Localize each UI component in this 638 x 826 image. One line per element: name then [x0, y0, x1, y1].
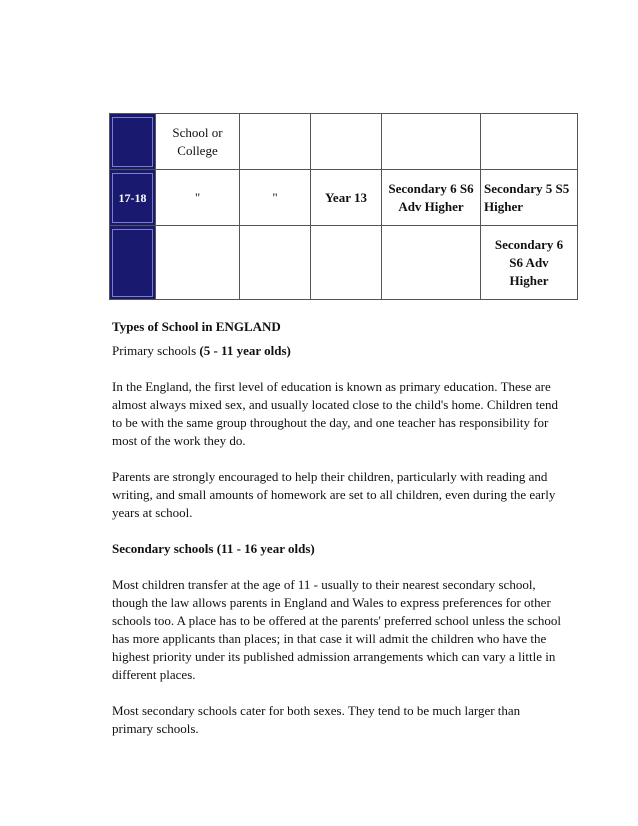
- table-cell: ": [156, 170, 240, 226]
- age-cell: 17-18: [110, 170, 156, 226]
- section-heading: Types of School in ENGLAND: [112, 319, 281, 334]
- age-cell: [110, 226, 156, 300]
- education-stages-table: [109, 113, 578, 300]
- table-row: [110, 170, 578, 226]
- paragraph: Most children transfer at the age of 11 - usually to their nearest secondary school, though the law allows parents in England and Wales to express preferences for other schools too. A place has to be offered at the parents' preferred school unless the school has more applicants than places; in that case it will admit the children who have the highest priority under its published admission arrangements which can vary a little in different places.: [112, 577, 562, 682]
- table-cell: [311, 226, 382, 300]
- table-cell: [240, 114, 311, 170]
- year-cell: Year 13: [311, 170, 382, 226]
- table-cell: ": [240, 170, 311, 226]
- scotland-stage-cell: Secondary 5 S5 Higher: [481, 170, 578, 226]
- paragraph: Parents are strongly encouraged to help their children, particularly with reading and writing, and small amounts of homework are set to all children, even during the early years at school.: [112, 469, 556, 520]
- table-cell: [382, 114, 481, 170]
- school-type-cell: School or College: [156, 114, 240, 170]
- primary-heading: Primary schools (5 - 11 year olds): [112, 343, 291, 358]
- scotland-stage-cell: Secondary 6 S6 Adv Higher: [382, 170, 481, 226]
- table-cell: [240, 226, 311, 300]
- table-cell: [156, 226, 240, 300]
- table-cell: [311, 114, 382, 170]
- secondary-heading: Secondary schools (11 - 16 year olds): [112, 541, 315, 556]
- age-cell: [110, 114, 156, 170]
- paragraph: In the England, the first level of education is known as primary education. These are almost always mixed sex, and usually located close to the child's home. Children tend to be with the same group throughout the day, and one teacher has responsibility for most of the work they do.: [112, 379, 559, 448]
- scotland-stage-cell: Secondary 6 S6 Adv Higher: [481, 226, 578, 300]
- table-row: [110, 226, 578, 300]
- paragraph: Most secondary schools cater for both sexes. They tend to be much larger than primary schools.: [112, 703, 521, 736]
- table-cell: [382, 226, 481, 300]
- document-body: [112, 318, 562, 738]
- table-row: [110, 114, 578, 170]
- table-cell: [481, 114, 578, 170]
